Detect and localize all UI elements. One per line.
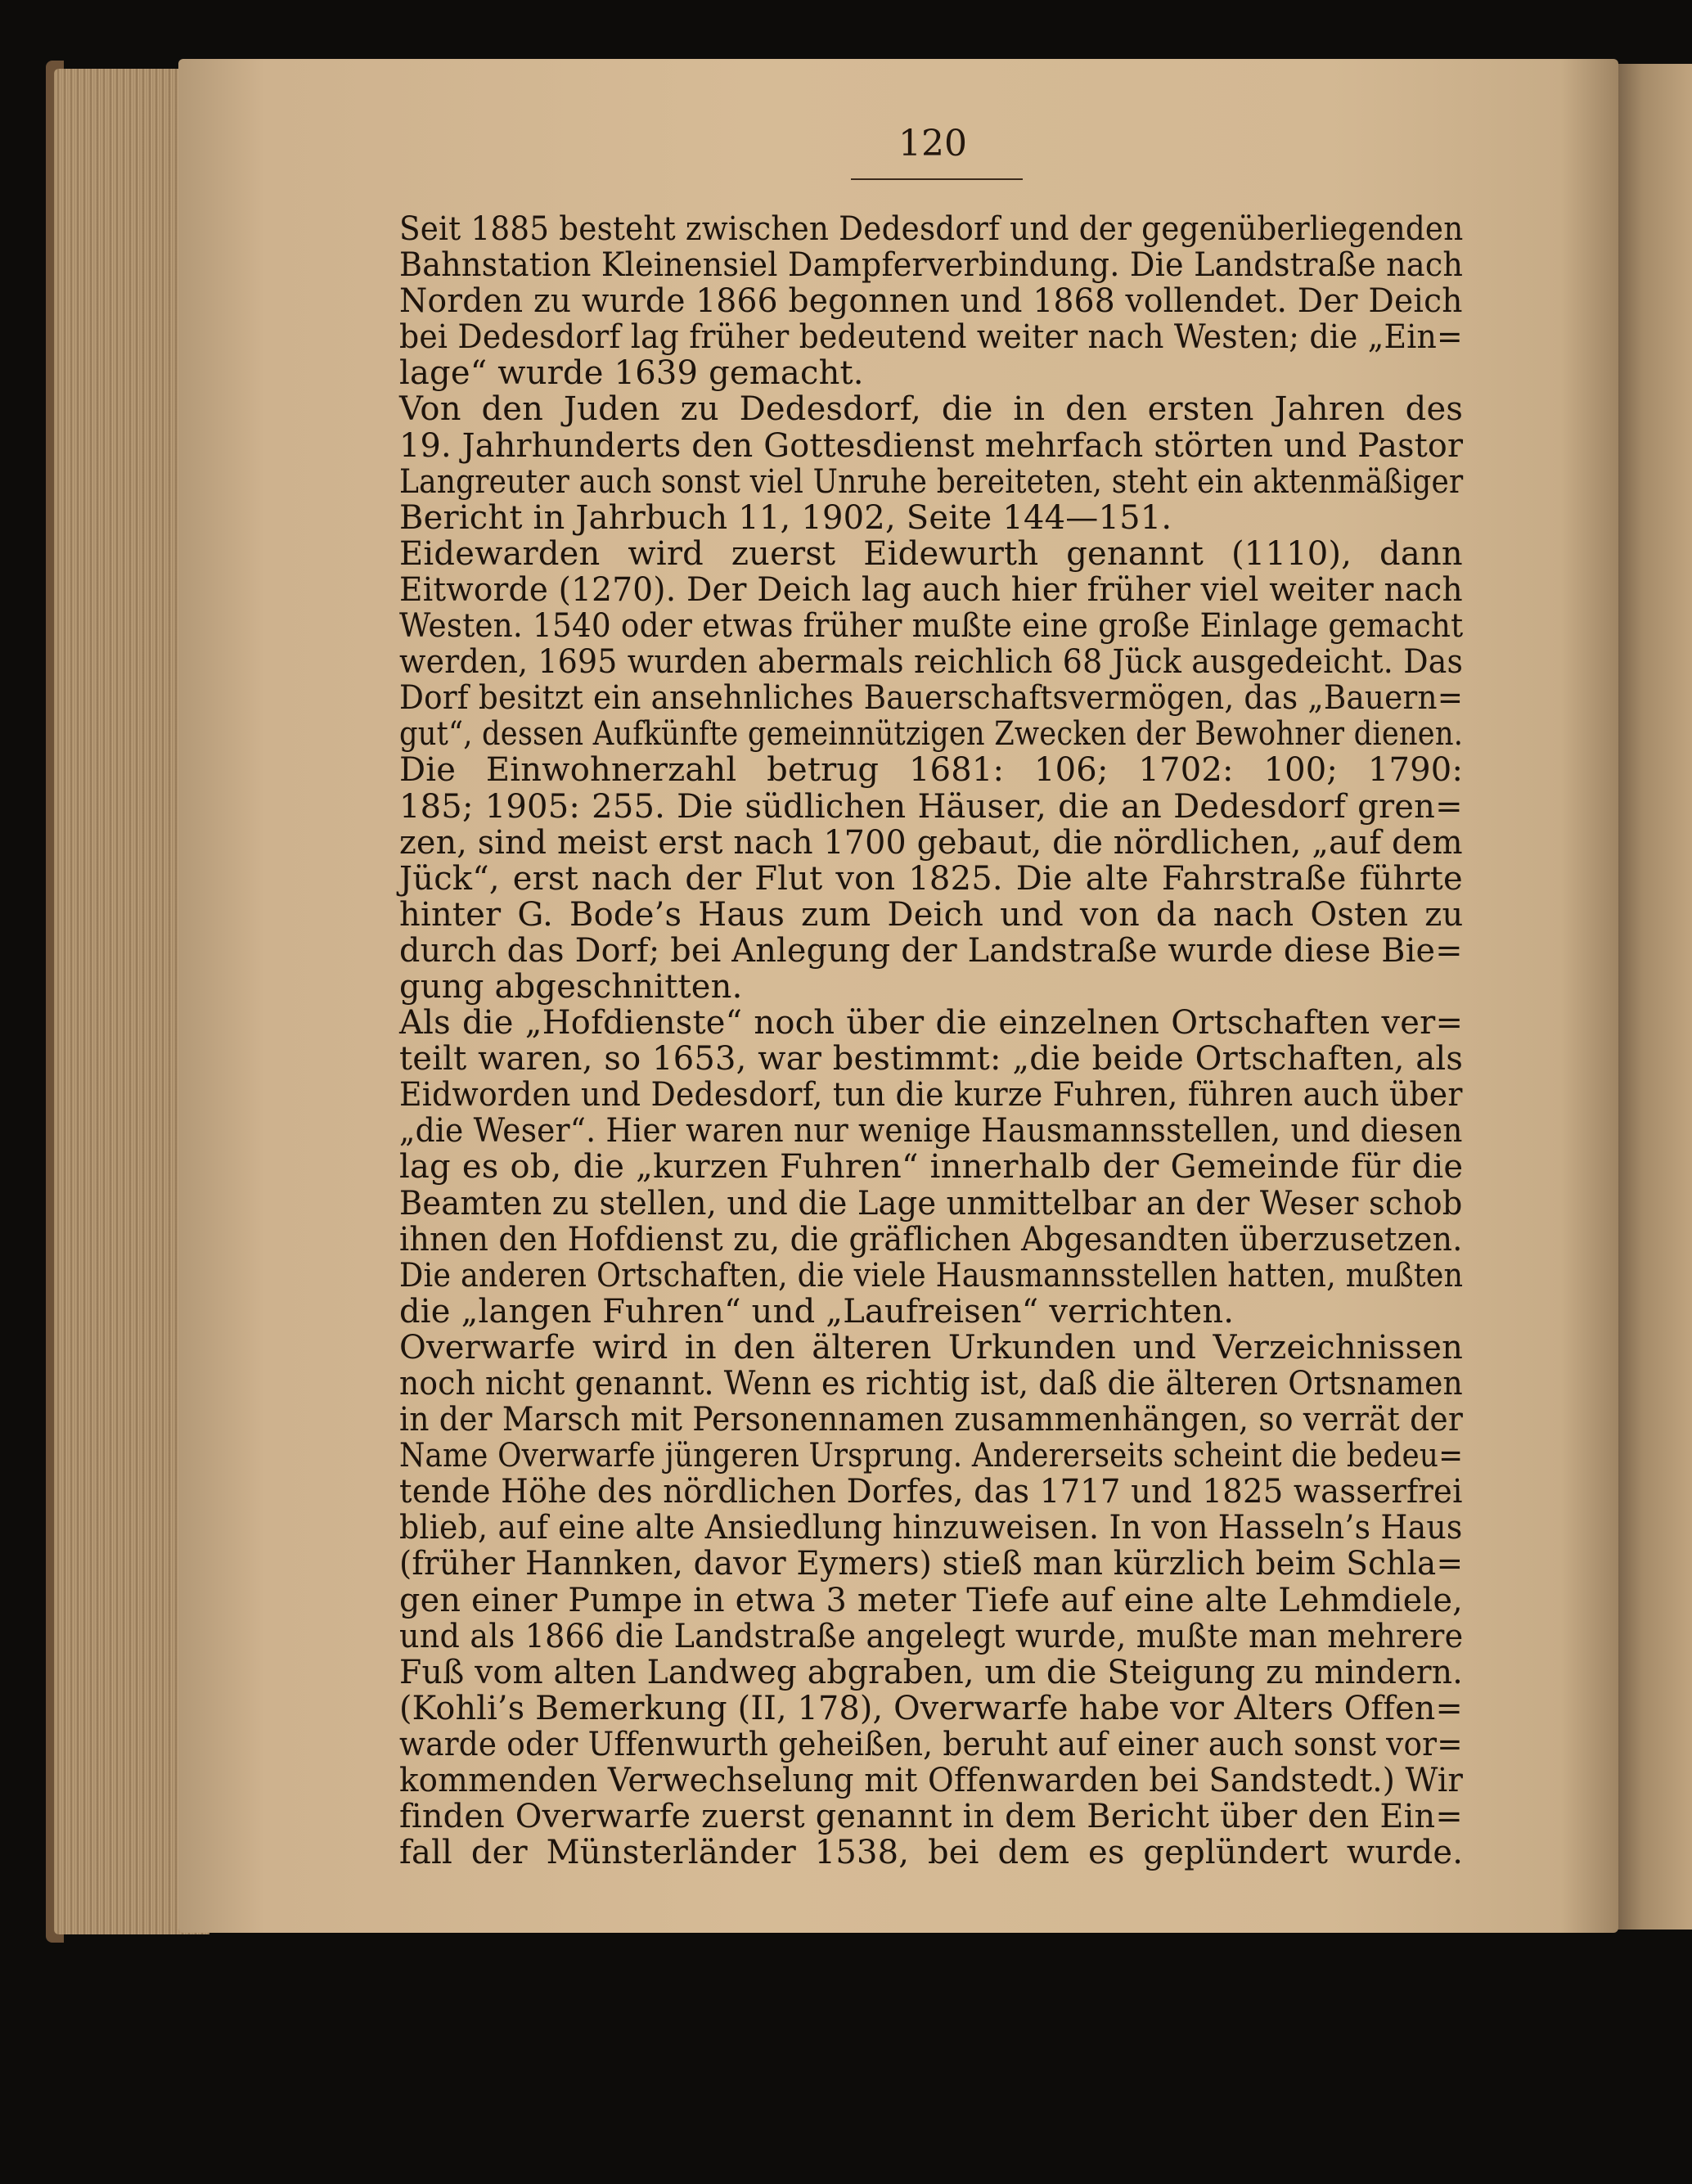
text-line: Norden zu wurde 1866 begonnen und 1868 vollendet. Der Deich: [399, 282, 1463, 321]
text-line: warde oder Uffenwurth geheißen, beruht auf einer auch sonst vor=: [399, 1725, 1463, 1763]
text-line: Name Overwarfe jüngeren Ursprung. Andererseits scheint die bedeu=: [399, 1437, 1464, 1475]
text-line: Eidworden und Dedesdorf, tun die kurze Fuhren, führen auch über: [399, 1076, 1463, 1115]
page-number: 120: [898, 123, 967, 164]
text-line: noch nicht genannt. Wenn es richtig ist, daß die älteren Ortsnamen: [399, 1365, 1463, 1403]
text-line: lage“ wurde 1639 gemacht.: [399, 354, 864, 393]
text-line: Eidewarden wird zuerst Eidewurth genannt (1110), dann: [399, 534, 1463, 573]
header-rule: [851, 178, 1023, 180]
text-line: Jück“, erst nach der Flut von 1825. Die alte Fahrstraße führte: [399, 859, 1463, 898]
text-line: gut“, dessen Aufkünfte gemeinnützigen Zwecken der Bewohner dienen.: [399, 715, 1464, 754]
text-line: Bericht in Jahrbuch 11, 1902, Seite 144—151.: [399, 498, 1172, 537]
text-line: Als die „Hofdienste“ noch über die einzelnen Ortschaften ver=: [399, 1004, 1464, 1042]
text-line: teilt waren, so 1653, war bestimmt: „die beide Ortschaften, als: [399, 1040, 1464, 1078]
text-line: 19. Jahrhunderts den Gottesdienst mehrfach störten und Pastor: [399, 426, 1464, 465]
text-line: Overwarfe wird in den älteren Urkunden und Verzeichnissen: [399, 1328, 1464, 1367]
text-line: Seit 1885 besteht zwischen Dedesdorf und der gegenüberliegenden: [399, 210, 1464, 248]
text-line: und als 1866 die Landstraße angelegt wurde, mußte man mehrere: [399, 1617, 1464, 1655]
text-line: blieb, auf eine alte Ansiedlung hinzuweisen. In von Hasseln’s Haus: [399, 1509, 1463, 1547]
text-line: Dorf besitzt ein ansehnliches Bauerschaftsvermögen, das „Bauern=: [399, 679, 1464, 718]
text-line: Westen. 1540 oder etwas früher mußte eine große Einlage gemacht: [399, 607, 1464, 646]
text-line: Eitworde (1270). Der Deich lag auch hier früher viel weiter nach: [399, 570, 1463, 609]
text-line: kommenden Verwechselung mit Offenwarden bei Sandstedt.) Wir: [399, 1762, 1464, 1800]
text-line: hinter G. Bode’s Haus zum Deich und von da nach Osten zu: [399, 895, 1464, 934]
text-line: in der Marsch mit Personennamen zusammenhängen, so verrät der: [399, 1401, 1464, 1439]
text-line: finden Overwarfe zuerst genannt in dem Bericht über den Ein=: [399, 1798, 1463, 1836]
text-line: (Kohli’s Bemerkung (II, 178), Overwarfe habe vor Alters Offen=: [399, 1689, 1463, 1727]
text-line: Beamten zu stellen, und die Lage unmittelbar an der Weser schob: [399, 1184, 1463, 1223]
text-line: fall der Münsterländer 1538, bei dem es geplündert wurde.: [399, 1834, 1464, 1872]
text-line: Fuß vom alten Landweg abgraben, um die Steigung zu mindern.: [399, 1653, 1463, 1691]
text-line: ihnen den Hofdienst zu, die gräflichen Abgesandten überzusetzen.: [399, 1220, 1463, 1259]
text-line: (früher Hannken, davor Eymers) stieß man kürzlich beim Schla=: [399, 1545, 1464, 1583]
text-line: werden, 1695 wurden abermals reichlich 68 Jück ausgedeicht. Das: [399, 643, 1464, 682]
text-line: gen einer Pumpe in etwa 3 meter Tiefe auf eine alte Lehmdiele,: [399, 1581, 1464, 1619]
body-text: [399, 211, 1463, 1871]
text-line: die „langen Fuhren“ und „Laufreisen“ verrichten.: [399, 1292, 1235, 1331]
text-line: Die anderen Ortschaften, die viele Hausmannsstellen hatten, mußten: [399, 1256, 1464, 1295]
text-line: lag es ob, die „kurzen Fuhren“ innerhalb der Gemeinde für die: [399, 1148, 1464, 1187]
text-line: 185; 1905: 255. Die südlichen Häuser, die an Dedesdorf gren=: [399, 787, 1463, 826]
text-line: Bahnstation Kleinensiel Dampferverbindung. Die Landstraße nach: [399, 246, 1464, 285]
text-line: Die Einwohnerzahl betrug 1681: 106; 1702: 100; 1790:: [399, 751, 1464, 790]
text-line: tende Höhe des nördlichen Dorfes, das 1717 und 1825 wasserfrei: [399, 1473, 1463, 1511]
text-line: bei Dedesdorf lag früher bedeutend weiter nach Westen; die „Ein=: [399, 318, 1463, 357]
text-line: zen, sind meist erst nach 1700 gebaut, die nördlichen, „auf dem: [399, 823, 1463, 862]
text-line: Von den Juden zu Dedesdorf, die in den ersten Jahren des: [399, 390, 1464, 429]
text-line: Langreuter auch sonst viel Unruhe bereiteten, steht ein aktenmäßiger: [399, 462, 1464, 501]
text-line: durch das Dorf; bei Anlegung der Landstraße wurde diese Bie=: [399, 931, 1463, 970]
text-line: „die Weser“. Hier waren nur wenige Hausmannsstellen, und diesen: [399, 1112, 1463, 1151]
text-line: gung abgeschnitten.: [399, 967, 743, 1006]
facing-page-edge: [1610, 64, 1692, 1930]
